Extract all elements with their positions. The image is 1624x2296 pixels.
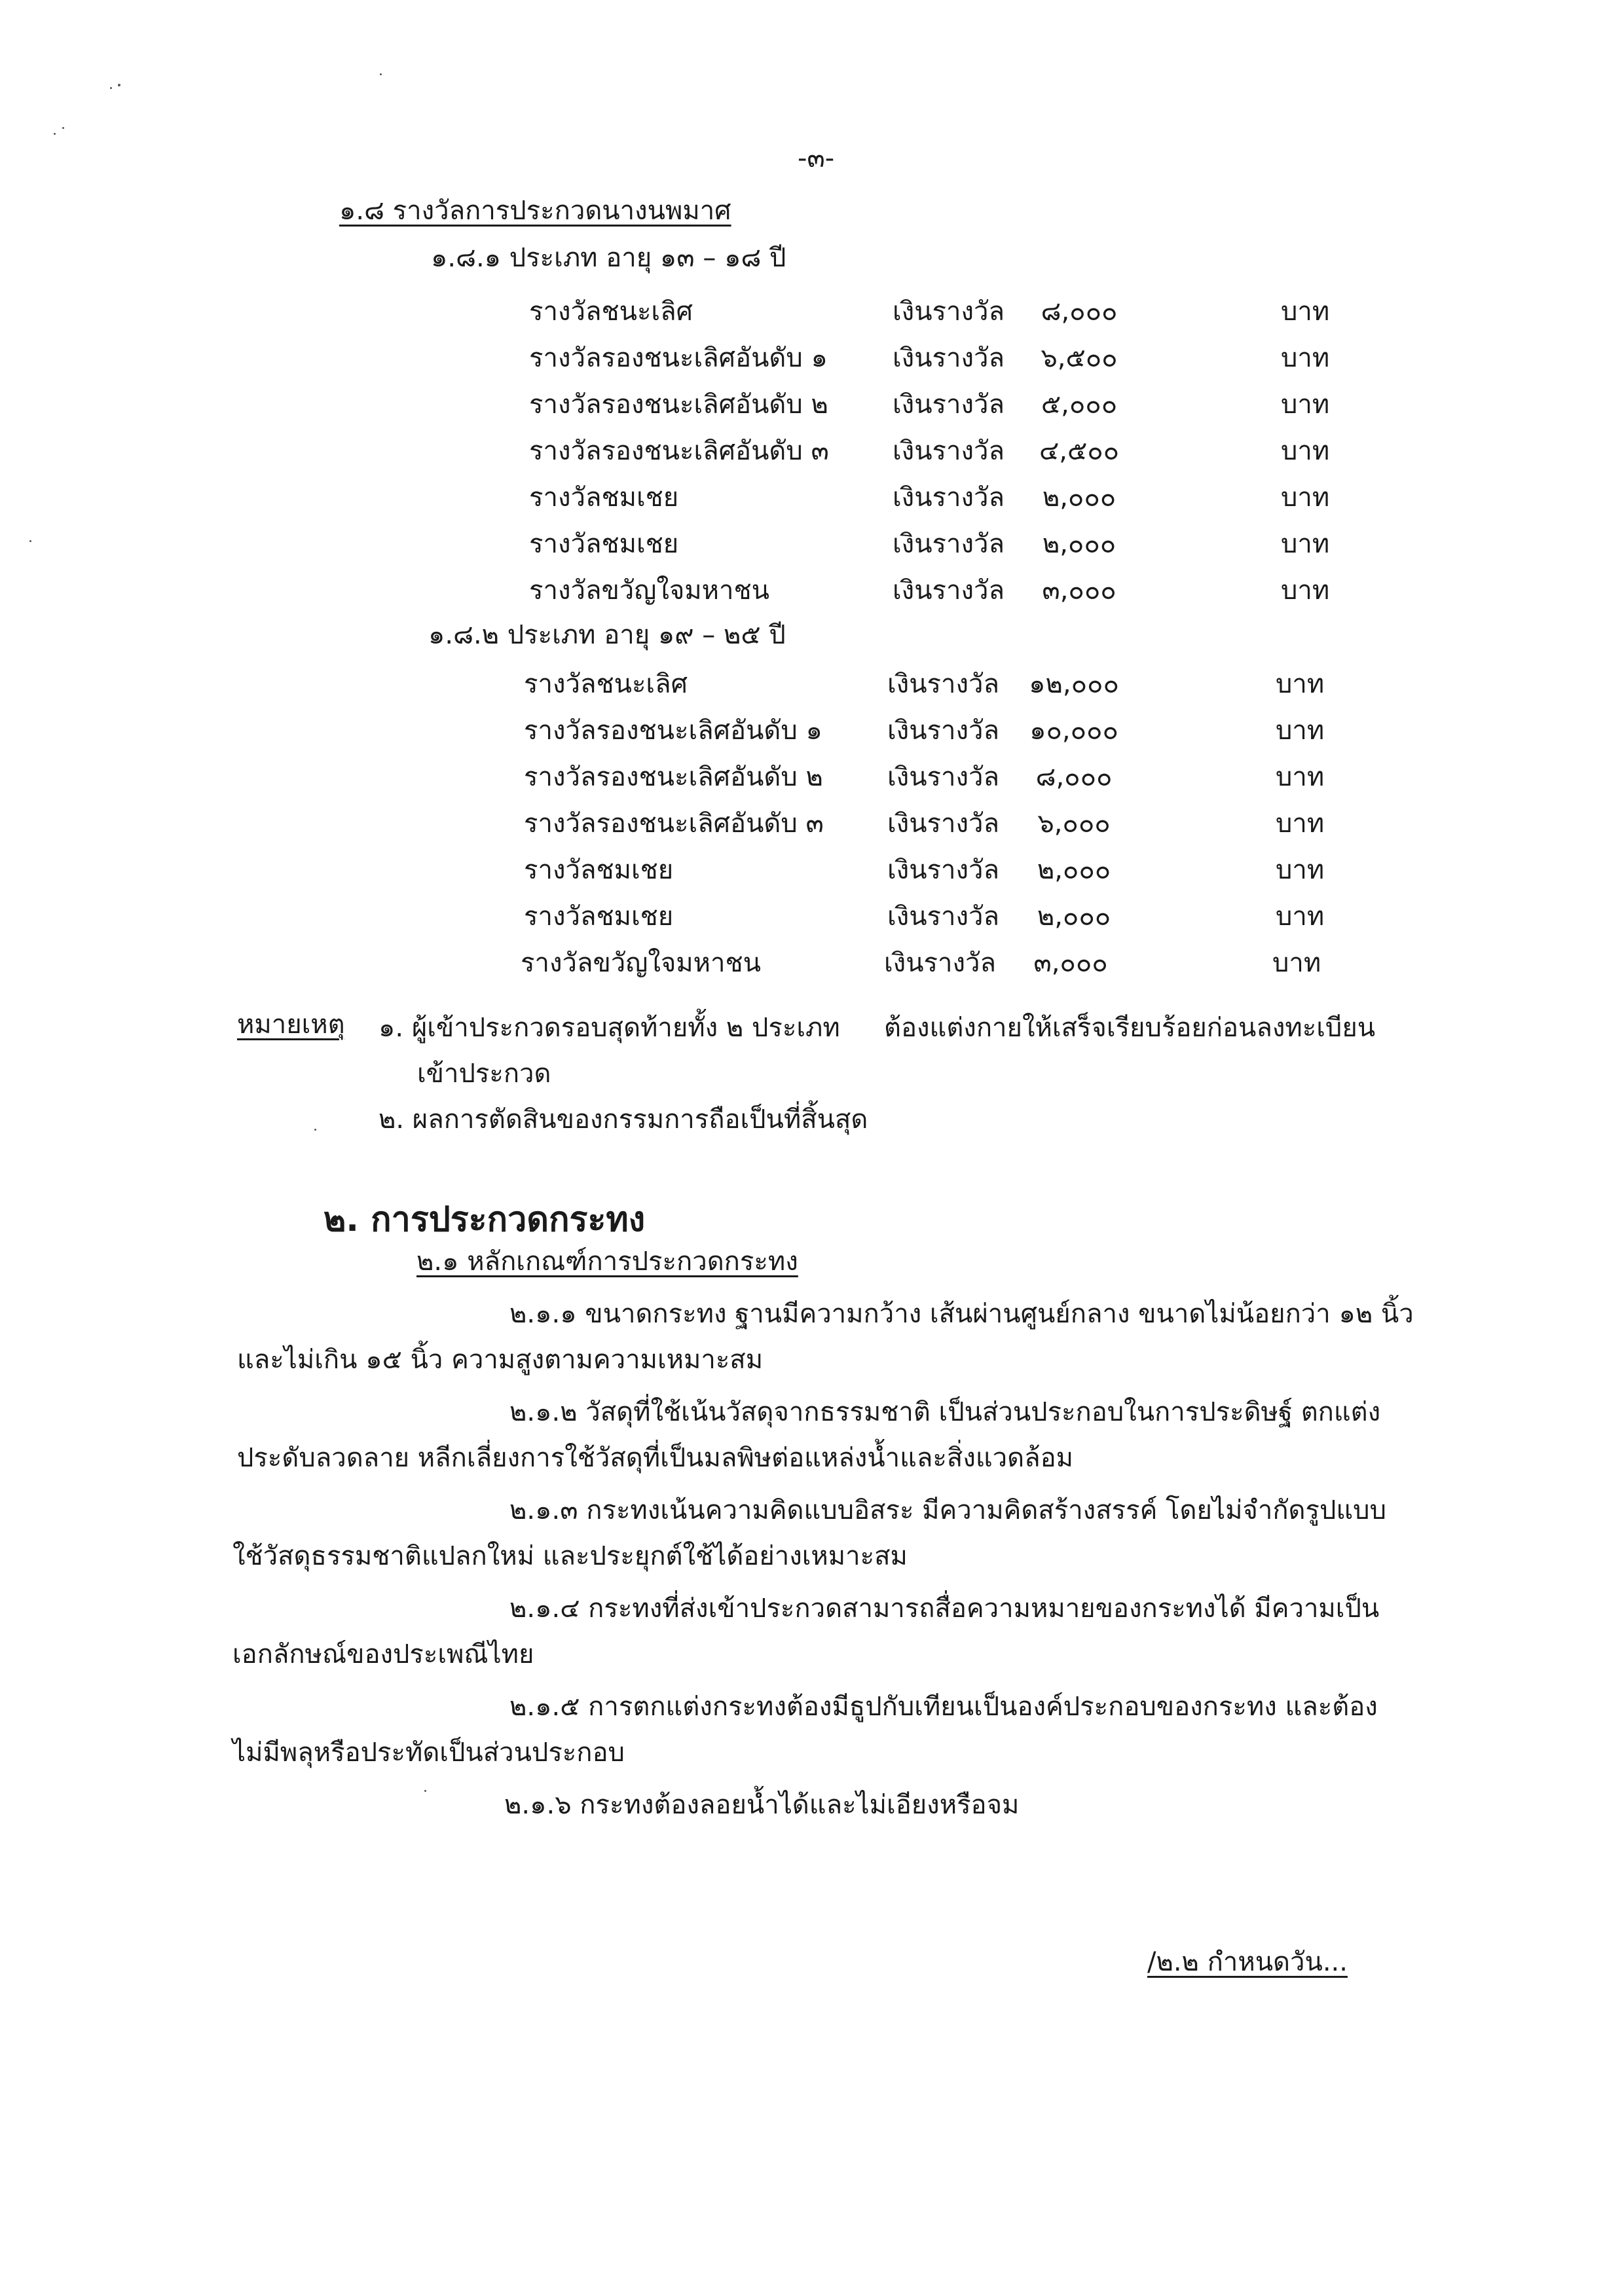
prize-label: รางวัลรองชนะเลิศอันดับ ๒ <box>524 762 823 792</box>
prize-row <box>524 762 1325 795</box>
money-label: เงินรางวัล <box>887 902 999 932</box>
currency-unit: บาท <box>1281 575 1330 606</box>
currency-unit: บาท <box>1281 483 1330 513</box>
prize-amount: ๓,๐๐๐ <box>1033 948 1108 978</box>
continuation-note: /๒.๒ กำหนดวัน... <box>1147 1947 1348 1977</box>
section-1-8-heading: ๑.๘ รางวัลการประกวดนางนพมาศ <box>339 196 731 226</box>
money-label: เงินรางวัล <box>893 343 1005 373</box>
money-label: เงินรางวัล <box>893 529 1005 559</box>
currency-unit: บาท <box>1276 809 1325 839</box>
scan-speck <box>314 1129 316 1131</box>
money-label: เงินรางวัล <box>893 575 1005 606</box>
money-label: เงินรางวัล <box>893 390 1005 420</box>
criterion-line: ไม่มีพลุหรือประทัดเป็นส่วนประกอบ <box>232 1738 625 1768</box>
prize-label: รางวัลรองชนะเลิศอันดับ ๑ <box>524 716 822 746</box>
prize-row <box>529 343 1330 376</box>
prize-label: รางวัลชมเชย <box>524 902 674 932</box>
prize-label: รางวัลชมเชย <box>529 529 679 559</box>
prize-label: รางวัลชนะเลิศ <box>524 669 688 699</box>
prize-label: รางวัลรองชนะเลิศอันดับ ๓ <box>524 809 824 839</box>
criterion-line: ๒.๑.๔ กระทงที่ส่งเข้าประกวดสามารถสื่อความหมายของกระทงได้ มีความเป็น <box>509 1594 1380 1624</box>
prize-label: รางวัลขวัญใจมหาชน <box>529 575 769 606</box>
currency-unit: บาท <box>1276 762 1325 792</box>
note-item-2: ๒. ผลการตัดสินของกรรมการถือเป็นที่สิ้นสุด <box>378 1104 868 1135</box>
criterion-line: ใช้วัสดุธรรมชาติแปลกใหม่ และประยุกต์ใช้ได้อย่างเหมาะสม <box>232 1541 908 1571</box>
money-label: เงินรางวัล <box>884 948 996 978</box>
prize-label: รางวัลรองชนะเลิศอันดับ ๑ <box>529 343 828 373</box>
scan-speck <box>29 540 31 542</box>
prize-amount: ๒,๐๐๐ <box>1037 902 1111 932</box>
money-label: เงินรางวัล <box>893 436 1005 466</box>
note-item-1-wrap: เข้าประกวด <box>417 1059 551 1089</box>
prize-row <box>524 669 1325 702</box>
prize-amount: ๘,๐๐๐ <box>1035 762 1113 792</box>
currency-unit: บาท <box>1281 297 1330 327</box>
scan-speck <box>118 84 120 86</box>
currency-unit: บาท <box>1281 343 1330 373</box>
money-label: เงินรางวัล <box>887 716 999 746</box>
currency-unit: บาท <box>1276 669 1325 699</box>
currency-unit: บาท <box>1272 948 1321 978</box>
prize-row <box>524 902 1325 935</box>
prize-amount: ๖,๕๐๐ <box>1041 343 1118 373</box>
prize-row <box>529 575 1330 609</box>
money-label: เงินรางวัล <box>893 483 1005 513</box>
prize-row <box>524 855 1325 888</box>
prize-label: รางวัลชมเชย <box>529 483 679 513</box>
scan-speck <box>380 73 382 75</box>
prize-label: รางวัลขวัญใจมหาชน <box>521 948 761 978</box>
currency-unit: บาท <box>1281 390 1330 420</box>
prize-amount: ๖,๐๐๐ <box>1037 809 1111 839</box>
note-item-1-continued: ต้องแต่งกายให้เสร็จเรียบร้อยก่อนลงทะเบียน <box>884 1013 1376 1043</box>
prize-label: รางวัลชมเชย <box>524 855 674 885</box>
money-label: เงินรางวัล <box>887 855 999 885</box>
criterion-line: เอกลักษณ์ของประเพณีไทย <box>232 1639 534 1669</box>
prize-row <box>529 390 1330 423</box>
currency-unit: บาท <box>1276 902 1325 932</box>
prize-amount: ๓,๐๐๐ <box>1042 575 1116 606</box>
scan-speck <box>110 87 112 89</box>
criterion-line: ๒.๑.๓ กระทงเน้นความคิดแบบอิสระ มีความคิดสร้างสรรค์ โดยไม่จำกัดรูปแบบ <box>509 1495 1386 1525</box>
prize-amount: ๒,๐๐๐ <box>1042 529 1116 559</box>
criterion-line: ๒.๑.๒ วัสดุที่ใช้เน้นวัสดุจากธรรมชาติ เป็นส่วนประกอบในการประดิษฐ์ ตกแต่ง <box>509 1397 1381 1427</box>
prize-amount: ๘,๐๐๐ <box>1041 297 1118 327</box>
prize-label: รางวัลชนะเลิศ <box>529 297 693 327</box>
prize-label: รางวัลรองชนะเลิศอันดับ ๒ <box>529 390 828 420</box>
note-item-1: ๑. ผู้เข้าประกวดรอบสุดท้ายทั้ง ๒ ประเภท <box>378 1013 840 1043</box>
prize-amount: ๑๐,๐๐๐ <box>1029 716 1118 746</box>
prize-row <box>521 948 1321 981</box>
prize-label: รางวัลรองชนะเลิศอันดับ ๓ <box>529 436 829 466</box>
criterion-line: ๒.๑.๑ ขนาดกระทง ฐานมีความกว้าง เส้นผ่านศูนย์กลาง ขนาดไม่น้อยกว่า ๑๒ นิ้ว <box>509 1299 1414 1329</box>
criterion-line: และไม่เกิน ๑๕ นิ้ว ความสูงตามความเหมาะสม <box>237 1345 764 1375</box>
note-label: หมายเหตุ <box>237 1010 345 1040</box>
prize-row <box>529 436 1330 469</box>
group-1-title: ๑.๘.๑ ประเภท อายุ ๑๓ – ๑๘ ปี <box>431 243 786 273</box>
prize-row <box>529 529 1330 562</box>
currency-unit: บาท <box>1276 855 1325 885</box>
prize-amount: ๒,๐๐๐ <box>1037 855 1111 885</box>
scan-speck <box>424 1790 426 1792</box>
prize-amount: ๒,๐๐๐ <box>1042 483 1116 513</box>
criterion-line: ๒.๑.๕ การตกแต่งกระทงต้องมีธูปกับเทียนเป็นองค์ประกอบของกระทง และต้อง <box>509 1692 1378 1722</box>
prize-row <box>524 716 1325 749</box>
money-label: เงินรางวัล <box>887 669 999 699</box>
scan-speck <box>62 127 64 129</box>
criterion-line: ประดับลวดลาย หลีกเลี่ยงการใช้วัสดุที่เป็นมลพิษต่อแหล่งน้ำและสิ่งแวดล้อม <box>237 1443 1073 1473</box>
group-2-title: ๑.๘.๒ ประเภท อายุ ๑๙ – ๒๕ ปี <box>428 620 786 650</box>
prize-amount: ๔,๕๐๐ <box>1039 436 1120 466</box>
money-label: เงินรางวัล <box>893 297 1005 327</box>
currency-unit: บาท <box>1281 436 1330 466</box>
scan-speck <box>54 133 56 135</box>
money-label: เงินรางวัล <box>887 762 999 792</box>
currency-unit: บาท <box>1281 529 1330 559</box>
section-2-1-heading: ๒.๑ หลักเกณฑ์การประกวดกระทง <box>416 1247 798 1277</box>
section-2-heading: ๒. การประกวดกระทง <box>323 1200 646 1239</box>
prize-amount: ๕,๐๐๐ <box>1041 390 1118 420</box>
prize-row <box>529 297 1330 330</box>
money-label: เงินรางวัล <box>887 809 999 839</box>
prize-amount: ๑๒,๐๐๐ <box>1029 669 1119 699</box>
prize-row <box>529 483 1330 516</box>
prize-row <box>524 809 1325 842</box>
criterion-line: ๒.๑.๖ กระทงต้องลอยน้ำได้และไม่เอียงหรือจม <box>504 1790 1020 1820</box>
currency-unit: บาท <box>1276 716 1325 746</box>
page-number: -๓- <box>798 143 835 173</box>
